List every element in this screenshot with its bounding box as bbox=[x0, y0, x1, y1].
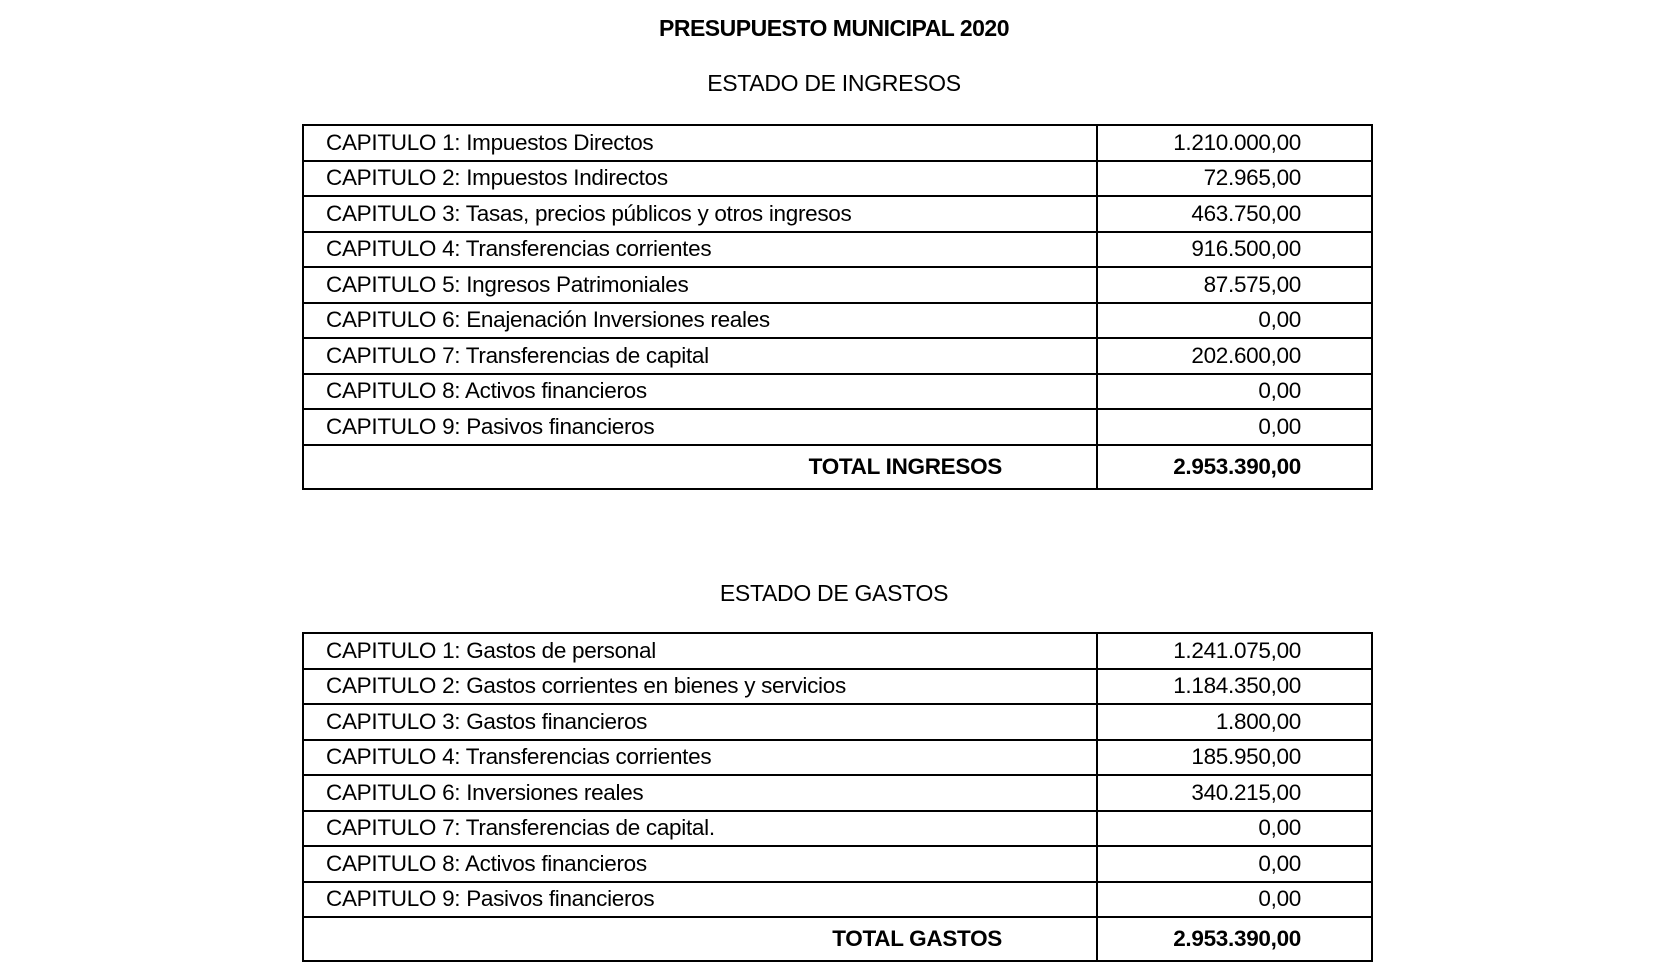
table-row bbox=[303, 775, 1372, 811]
chapter-amount: 202.600,00 bbox=[1097, 338, 1372, 374]
chapter-label: CAPITULO 3: Tasas, precios públicos y otros ingresos bbox=[303, 196, 1097, 232]
chapter-amount: 0,00 bbox=[1097, 882, 1372, 918]
chapter-amount: 0,00 bbox=[1097, 374, 1372, 410]
chapter-amount: 72.965,00 bbox=[1097, 161, 1372, 197]
chapter-label: CAPITULO 6: Inversiones reales bbox=[303, 775, 1097, 811]
table-row bbox=[303, 704, 1372, 740]
gastos-table bbox=[302, 632, 1373, 962]
chapter-label: CAPITULO 8: Activos financieros bbox=[303, 374, 1097, 410]
table-row bbox=[303, 232, 1372, 268]
table-row bbox=[303, 669, 1372, 705]
chapter-label: CAPITULO 9: Pasivos financieros bbox=[303, 882, 1097, 918]
chapter-label: CAPITULO 3: Gastos financieros bbox=[303, 704, 1097, 740]
chapter-label: CAPITULO 1: Gastos de personal bbox=[303, 633, 1097, 669]
chapter-amount: 87.575,00 bbox=[1097, 267, 1372, 303]
chapter-amount: 0,00 bbox=[1097, 846, 1372, 882]
chapter-amount: 0,00 bbox=[1097, 409, 1372, 445]
total-label: TOTAL INGRESOS bbox=[303, 445, 1097, 489]
chapter-label: CAPITULO 4: Transferencias corrientes bbox=[303, 232, 1097, 268]
table-row bbox=[303, 740, 1372, 776]
chapter-label: CAPITULO 4: Transferencias corrientes bbox=[303, 740, 1097, 776]
chapter-amount: 0,00 bbox=[1097, 811, 1372, 847]
chapter-label: CAPITULO 9: Pasivos financieros bbox=[303, 409, 1097, 445]
chapter-amount: 185.950,00 bbox=[1097, 740, 1372, 776]
document-title: PRESUPUESTO MUNICIPAL 2020 bbox=[659, 15, 1009, 41]
table-row bbox=[303, 882, 1372, 918]
ingresos-table bbox=[302, 124, 1373, 490]
table-row bbox=[303, 409, 1372, 445]
table-row bbox=[303, 267, 1372, 303]
table-row bbox=[303, 161, 1372, 197]
chapter-label: CAPITULO 5: Ingresos Patrimoniales bbox=[303, 267, 1097, 303]
table-row bbox=[303, 338, 1372, 374]
chapter-amount: 0,00 bbox=[1097, 303, 1372, 339]
table-row bbox=[303, 374, 1372, 410]
chapter-label: CAPITULO 7: Transferencias de capital. bbox=[303, 811, 1097, 847]
chapter-label: CAPITULO 7: Transferencias de capital bbox=[303, 338, 1097, 374]
table-row bbox=[303, 633, 1372, 669]
chapter-amount: 463.750,00 bbox=[1097, 196, 1372, 232]
chapter-amount: 916.500,00 bbox=[1097, 232, 1372, 268]
total-amount: 2.953.390,00 bbox=[1097, 445, 1372, 489]
chapter-label: CAPITULO 2: Impuestos Indirectos bbox=[303, 161, 1097, 197]
table-row bbox=[303, 196, 1372, 232]
total-label: TOTAL GASTOS bbox=[303, 917, 1097, 961]
chapter-label: CAPITULO 8: Activos financieros bbox=[303, 846, 1097, 882]
table-row bbox=[303, 811, 1372, 847]
chapter-label: CAPITULO 6: Enajenación Inversiones reales bbox=[303, 303, 1097, 339]
total-amount: 2.953.390,00 bbox=[1097, 917, 1372, 961]
table-row bbox=[303, 125, 1372, 161]
chapter-amount: 340.215,00 bbox=[1097, 775, 1372, 811]
chapter-amount: 1.800,00 bbox=[1097, 704, 1372, 740]
chapter-amount: 1.241.075,00 bbox=[1097, 633, 1372, 669]
chapter-amount: 1.210.000,00 bbox=[1097, 125, 1372, 161]
total-row bbox=[303, 445, 1372, 489]
table-row bbox=[303, 303, 1372, 339]
ingresos-heading: ESTADO DE INGRESOS bbox=[707, 70, 961, 96]
table-row bbox=[303, 846, 1372, 882]
chapter-label: CAPITULO 1: Impuestos Directos bbox=[303, 125, 1097, 161]
gastos-heading: ESTADO DE GASTOS bbox=[719, 580, 949, 606]
chapter-label: CAPITULO 2: Gastos corrientes en bienes y servicios bbox=[303, 669, 1097, 705]
chapter-amount: 1.184.350,00 bbox=[1097, 669, 1372, 705]
total-row bbox=[303, 917, 1372, 961]
